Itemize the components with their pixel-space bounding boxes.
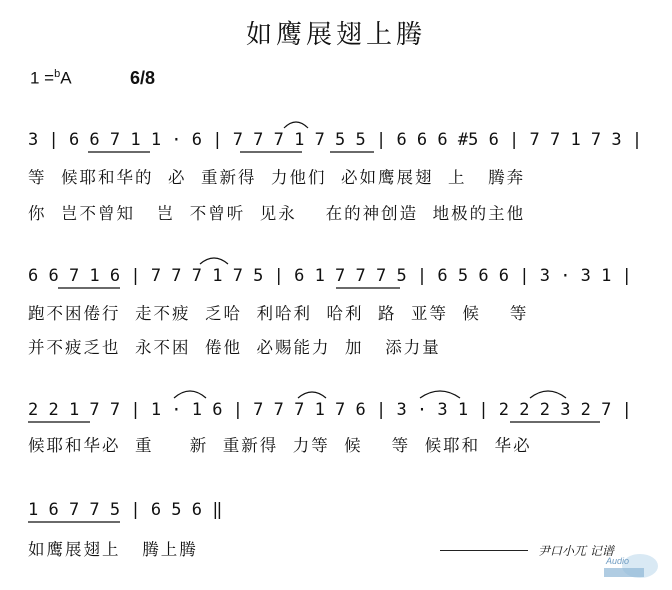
system-3-lyric-1: 候耶和华必 重 新 重新得 力等 候 等 候耶和 华必 [28, 436, 532, 455]
song-title: 如鹰展翅上腾 [245, 20, 426, 50]
system-1-lyric-1: 等 候耶和华的 必 重新得 力他们 必如鹰展翅 上 腾奔 [28, 168, 526, 187]
system-1-notes: 3 | 6 6 7 1 1 · 6 | 7 7 7 1 7 5 5 | 6 6 6 #5 6 | 7 7 1 7 3 | [28, 130, 643, 150]
flat-sign: b [54, 68, 61, 80]
system-2-lyric-2: 并不疲乏也 永不困 倦他 必赐能力 加 添力量 [28, 338, 441, 357]
slur-mark [284, 122, 308, 128]
time-signature: 6/8 [130, 68, 156, 88]
slur-mark [420, 391, 460, 398]
slur-mark [200, 258, 228, 264]
slur-mark [530, 391, 566, 398]
key-letter: A [60, 68, 72, 88]
key-prefix: 1 = [30, 68, 55, 88]
system-4-notes: 1 6 7 7 5 | 6 5 6 ‖ [28, 500, 223, 520]
transcriber-credit: 尹口小兀 记谱 [538, 544, 614, 558]
system-1-lyric-2: 你 岂不曾知 岂 不曾听 见永 在的神创造 地极的主他 [28, 204, 526, 223]
credit-divider [440, 550, 528, 551]
system-4-lyric-1: 如鹰展翅上 腾上腾 [28, 540, 198, 559]
logo-text: Audio [606, 556, 630, 566]
slur-mark [174, 391, 206, 398]
watermark-logo-icon [600, 552, 660, 580]
system-3-notes: 2 2 1 7 7 | 1 · 1 6 | 7 7 7 1 7 6 | 3 · 3 1 | 2 2 2 3 2 7 | [28, 400, 632, 420]
slur-mark [298, 392, 326, 398]
system-2-lyric-1: 跑不困倦行 走不疲 乏哈 利哈利 哈利 路 亚等 候 等 [28, 304, 529, 323]
system-2-notes: 6 6 7 1 6 | 7 7 7 1 7 5 | 6 1 7 7 7 5 | 6 5 6 6 | 3 · 3 1 | [28, 266, 632, 286]
